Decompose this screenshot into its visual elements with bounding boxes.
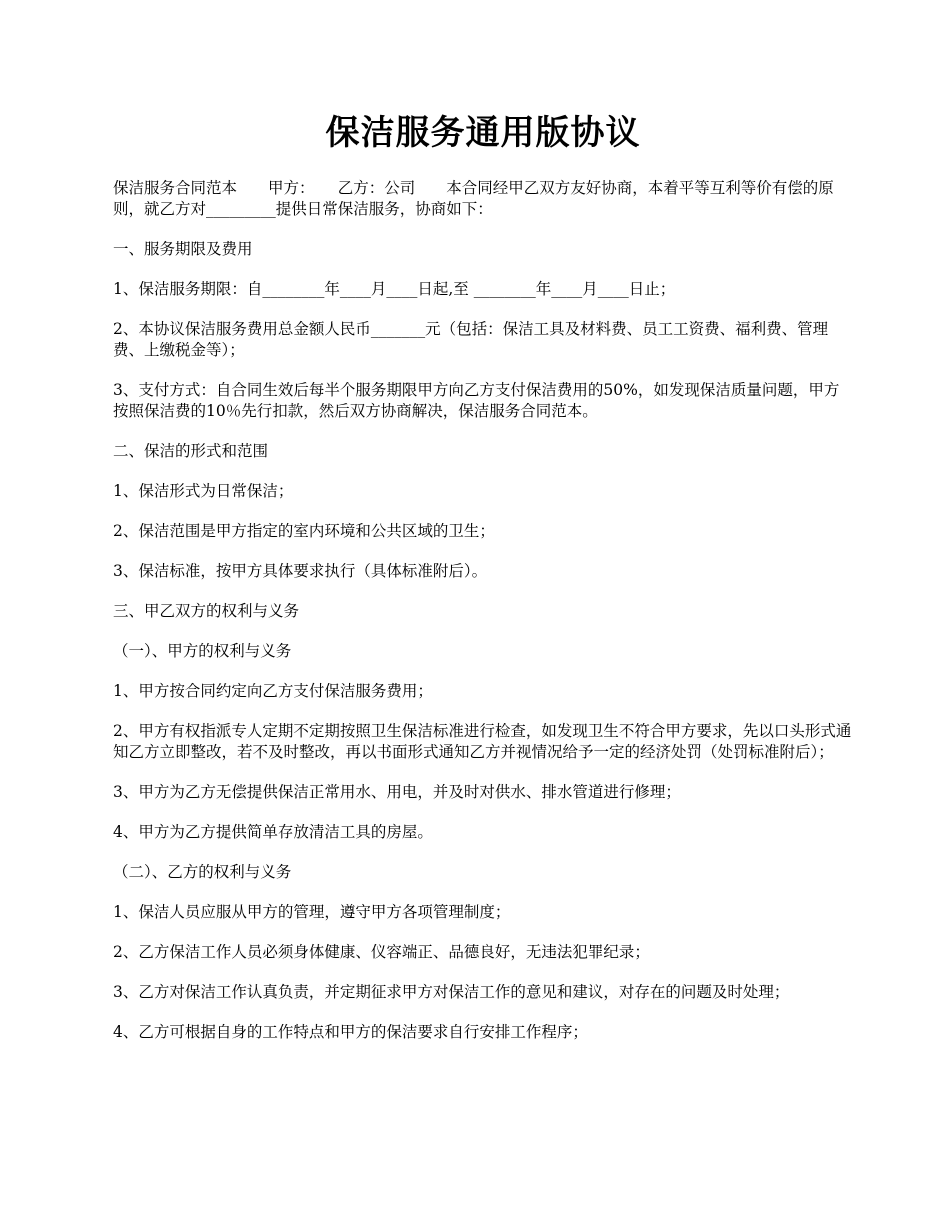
- clause-service-period: 1、保洁服务期限：自________年____月____日起,至 ________年____月____日止；: [113, 280, 676, 298]
- clause-service-fee: 2、本协议保洁服务费用总金额人民币_______元（包括：保洁工具及材料费、员工工资费、福利费、管理费、上缴税金等）；: [113, 320, 829, 359]
- clause-party-b-staff: 2、乙方保洁工作人员必须身体健康、仪容端正、品德良好，无违法犯罪纪录；: [113, 943, 650, 961]
- clause-cleaning-form: 1、保洁形式为日常保洁；: [113, 482, 294, 500]
- clause-party-b-scheduling: 4、乙方可根据自身的工作特点和甲方的保洁要求自行安排工作程序；: [113, 1023, 588, 1041]
- intro-paragraph: 保洁服务合同范本 甲方： 乙方：公司 本合同经甲乙双方友好协商，本着平等互利等价有偿的原则，就乙方对_________提供日常保洁服务，协商如下：: [113, 179, 834, 218]
- clause-party-a-storage: 4、甲方为乙方提供简单存放清洁工具的房屋。: [113, 823, 433, 841]
- subsection-heading-party-a: （一）、甲方的权利与义务: [113, 642, 292, 660]
- clause-payment-method: 3、支付方式：自合同生效后每半个服务期限甲方向乙方支付保洁费用的50%，如发现保洁质量问题，甲方按照保洁费的10％先行扣款，然后双方协商解决，保洁服务合同范本。: [113, 381, 840, 420]
- document-body: [113, 108, 853, 1062]
- clause-cleaning-range: 2、保洁范围是甲方指定的室内环境和公共区域的卫生；: [113, 522, 495, 540]
- clause-party-b-compliance: 1、保洁人员应服从甲方的管理，遵守甲方各项管理制度；: [113, 903, 511, 921]
- document-title: 保洁服务通用版协议: [325, 113, 641, 153]
- section-heading-rights-obligations: 三、甲乙双方的权利与义务: [113, 602, 300, 620]
- clause-party-a-inspection: 2、甲方有权指派专人定期不定期按照卫生保洁标准进行检查，如发现卫生不符合甲方要求，先以口头形式通知乙方立即整改，若不及时整改，再以书面形式通知乙方并视情况给予一定的经济处罚（处罚标准附后）；: [113, 722, 852, 761]
- section-heading-service-term: 一、服务期限及费用: [113, 240, 253, 258]
- section-heading-scope: 二、保洁的形式和范围: [113, 442, 269, 460]
- clause-cleaning-standard: 3、保洁标准，按甲方具体要求执行（具体标准附后）。: [113, 562, 488, 580]
- clause-party-a-utilities: 3、甲方为乙方无偿提供保洁正常用水、用电，并及时对供水、排水管道进行修理；: [113, 783, 681, 801]
- clause-party-a-payment: 1、甲方按合同约定向乙方支付保洁服务费用；: [113, 682, 433, 700]
- subsection-heading-party-b: （二）、乙方的权利与义务: [113, 863, 292, 881]
- clause-party-b-responsibility: 3、乙方对保洁工作认真负责，并定期征求甲方对保洁工作的意见和建议，对存在的问题及时处理；: [113, 983, 790, 1001]
